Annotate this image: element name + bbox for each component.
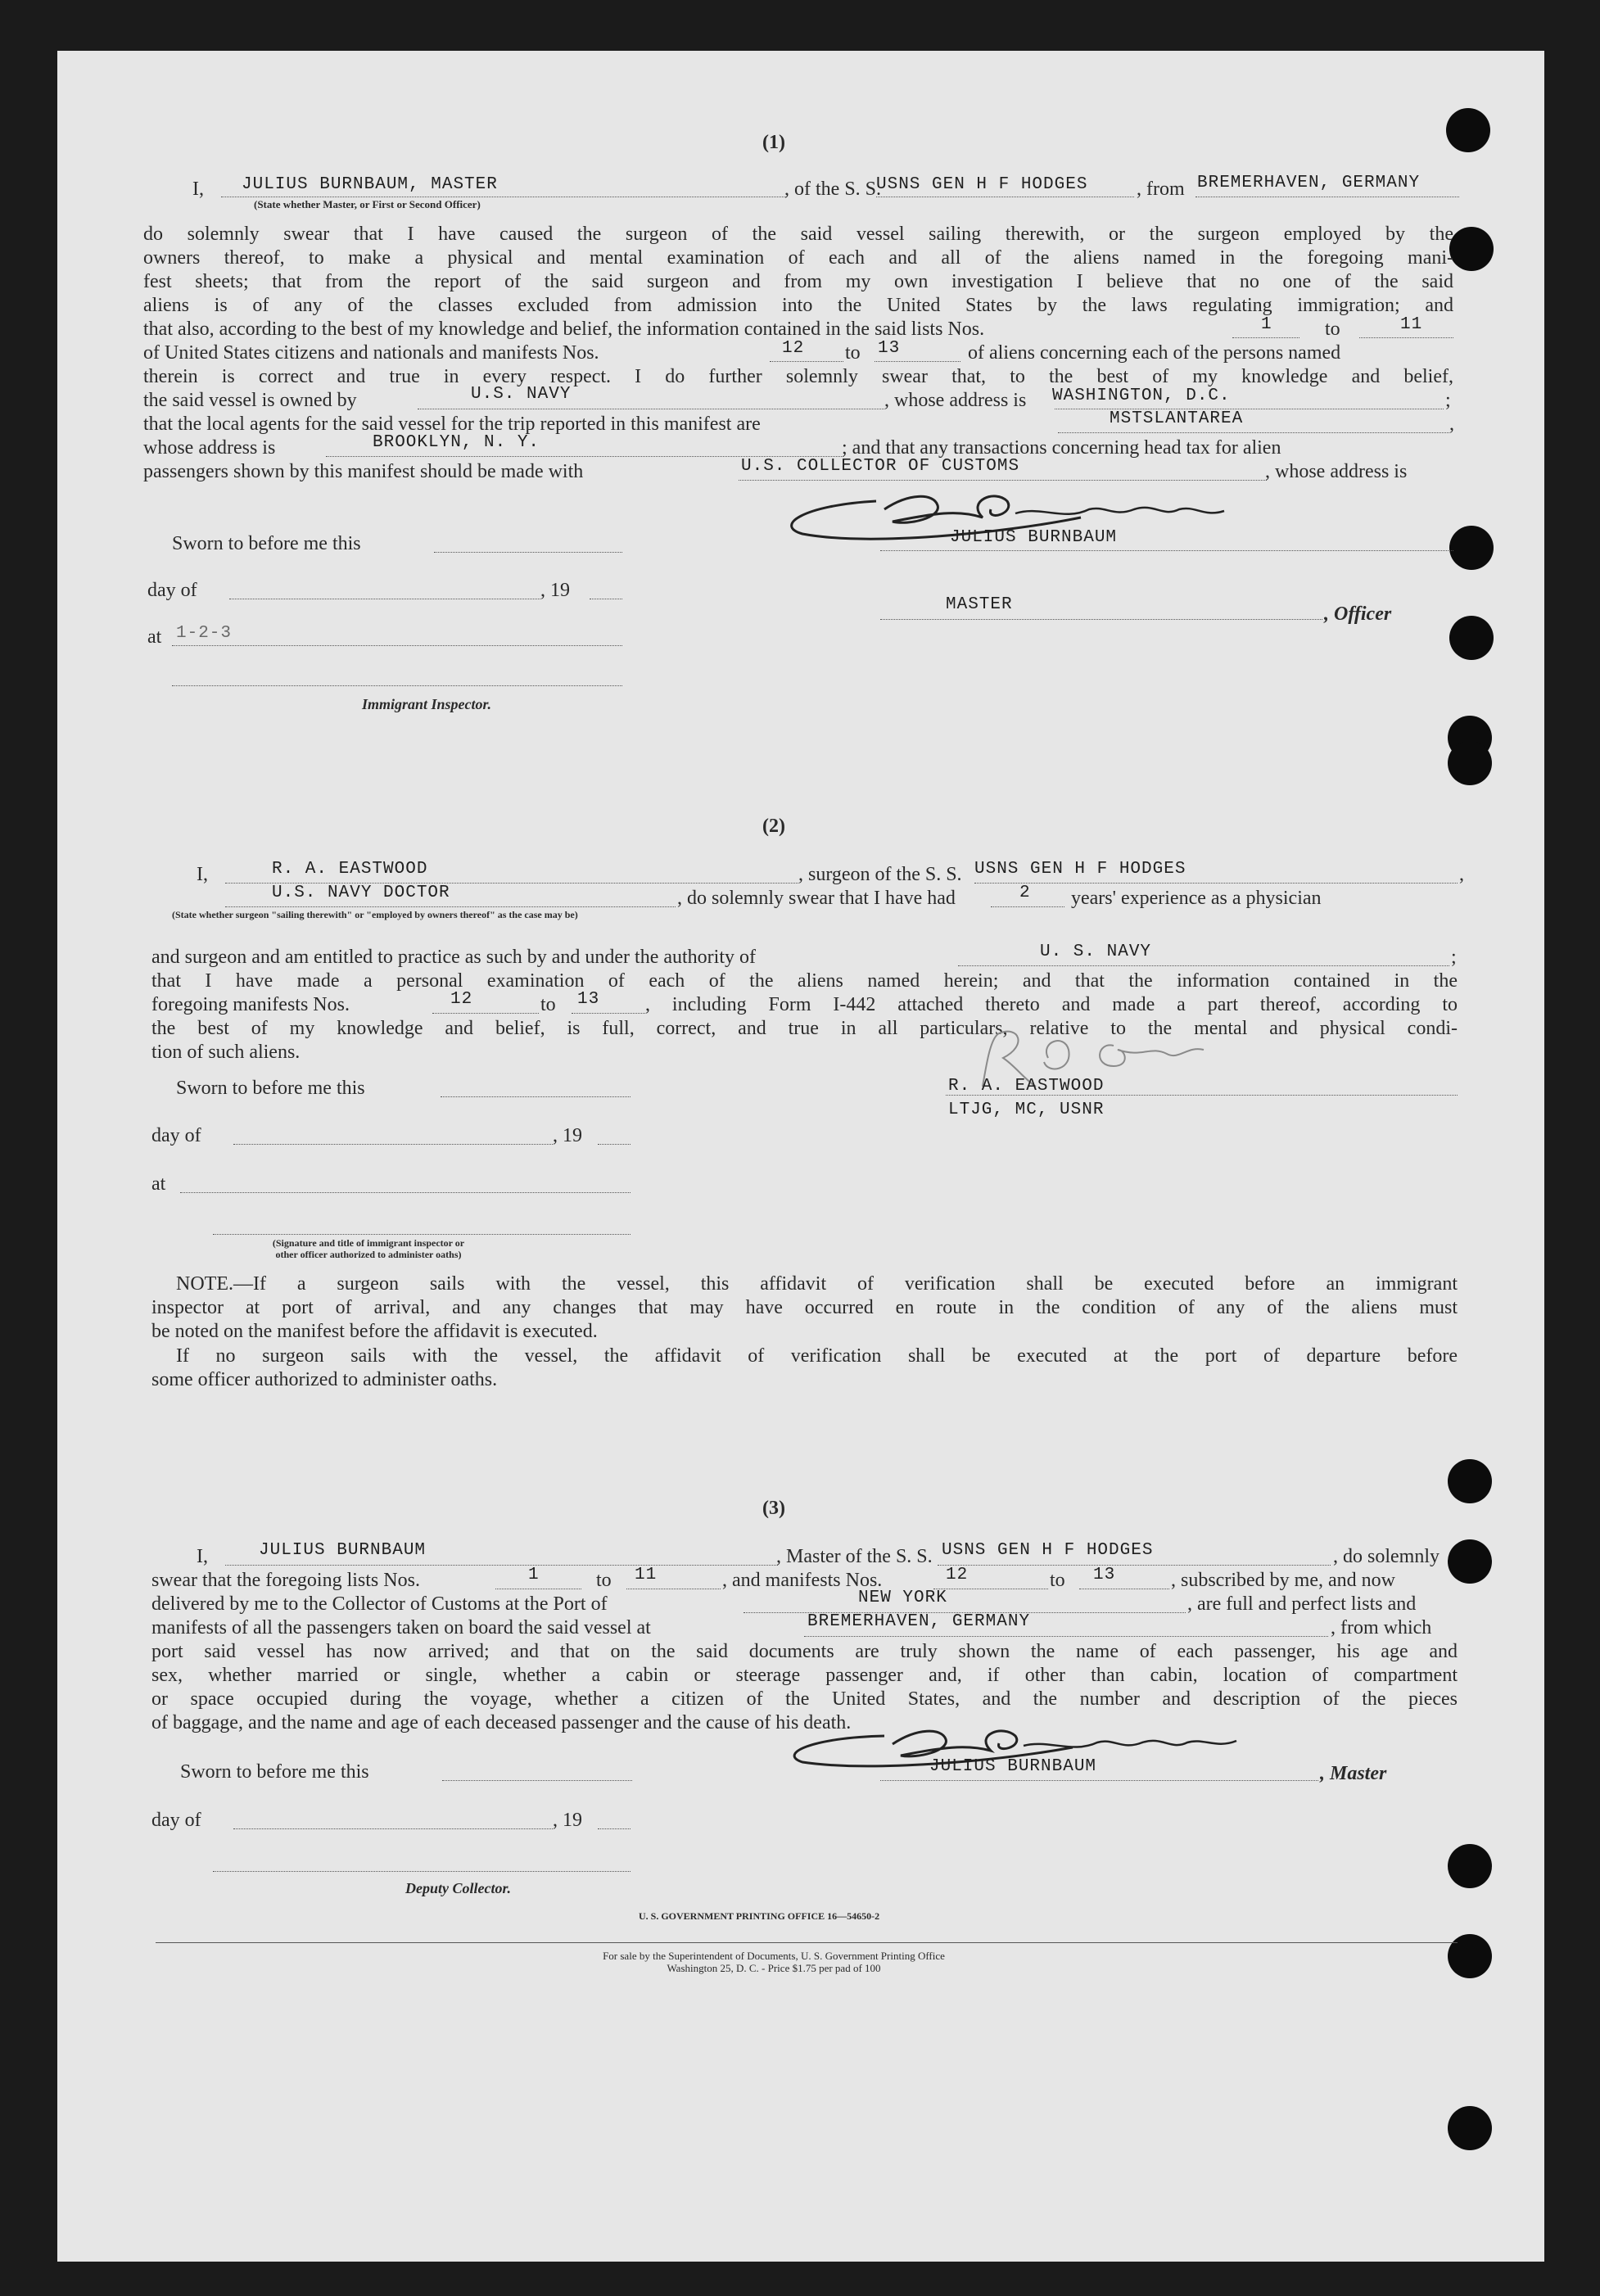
swear-label: , do solemnly swear that I have had — [677, 888, 956, 909]
oath-line: that also, according to the best of my knowledge and belief, the information contained in the said lists Nos. — [143, 319, 985, 340]
lists-from-field: 1 — [1261, 315, 1272, 334]
punctuation: ; — [1445, 390, 1451, 411]
oath-line: delivered by me to the Collector of Customs at the Port of — [151, 1593, 608, 1615]
note-line: some officer authorized to administer oaths. — [151, 1369, 498, 1390]
oath-line: of United States citizens and nationals and manifests Nos. — [143, 342, 599, 364]
years-field: 2 — [1019, 884, 1031, 902]
signature-note-line: other officer authorized to administer oaths) — [275, 1249, 462, 1260]
binder-hole — [1449, 526, 1494, 570]
binder-hole — [1448, 741, 1492, 785]
oath-line: fest sheets; that from the report of the said surgeon and from my own investigation I believe that no one of the said — [143, 271, 1453, 292]
year-label: , 19 — [553, 1125, 582, 1146]
port-from-field: BREMERHAVEN, GERMANY — [807, 1612, 1031, 1631]
label-to: to — [1325, 319, 1340, 340]
binder-hole — [1448, 1844, 1492, 1888]
surgeon-type-field: U.S. NAVY DOCTOR — [272, 884, 450, 902]
oath-line: sex, whether married or single, whether a cabin or steerage passenger and, if other than cabin, location of compartment — [151, 1665, 1458, 1686]
label-to: to — [596, 1570, 612, 1591]
collector-field: U.S. COLLECTOR OF CUSTOMS — [741, 457, 1020, 476]
port-from-field: BREMERHAVEN, GERMANY — [1197, 174, 1421, 192]
solemnly-label: , do solemnly — [1333, 1546, 1440, 1567]
oath-line: or space occupied during the voyage, whether a citizen of the United States, and the number and description of the pieces — [151, 1688, 1458, 1710]
sworn-label: Sworn to before me this — [180, 1761, 369, 1783]
label-to: to — [845, 342, 861, 364]
punctuation: , — [1449, 414, 1454, 435]
lists-from-field: 1 — [528, 1566, 540, 1584]
year-label: , 19 — [553, 1810, 582, 1831]
oath-line: therein is correct and true in every respect. I do further solemnly swear that, to the best of my knowledge and belief, — [143, 366, 1453, 387]
oath-line: , from which — [1331, 1617, 1432, 1638]
label-from: , from — [1137, 179, 1185, 200]
section-1-heading: (1) — [762, 132, 785, 153]
at-label: at — [151, 1173, 166, 1195]
manifests-from-field: 12 — [946, 1566, 969, 1584]
note-line: be noted on the manifest before the affidavit is executed. — [151, 1321, 598, 1342]
label-i: I, — [197, 864, 208, 885]
oath-line: ; and that any transactions concerning head tax for alien — [842, 437, 1281, 459]
vessel-field: USNS GEN H F HODGES — [942, 1541, 1154, 1560]
day-of-label: day of — [151, 1810, 201, 1831]
owner-address-field: WASHINGTON, D.C. — [1052, 386, 1231, 405]
surgeon-note: (State whether surgeon "sailing therewith" or "employed by owners thereof" as the case may be) — [172, 909, 578, 920]
note-line: inspector at port of arrival, and any changes that may have occurred en route in the condition of any of the aliens must — [151, 1297, 1458, 1318]
at-field: 1-2-3 — [176, 624, 233, 643]
oath-line: , and manifests Nos. — [722, 1570, 883, 1591]
oath-line: that I have made a personal examination of each of the aliens named herein; and that the information contained in the — [151, 970, 1458, 992]
note-line: If no surgeon sails with the vessel, the affidavit of verification shall be executed at the port of departure before — [176, 1345, 1458, 1367]
master-name-field: JULIUS BURNBAUM, MASTER — [242, 175, 498, 194]
sale-notice: For sale by the Superintendent of Documents, U. S. Government Printing Office — [603, 1950, 945, 1962]
years-label: years' experience as a physician — [1071, 888, 1322, 909]
punctuation: , — [1459, 864, 1464, 885]
manifests-to-field: 13 — [1093, 1566, 1116, 1584]
manifests-from-field: 12 — [450, 990, 473, 1009]
master-note: (State whether Master, or First or Second Officer) — [254, 198, 481, 210]
note-line: NOTE.—If a surgeon sails with the vessel, this affidavit of verification shall be executed before an immigrant — [176, 1273, 1458, 1295]
lists-to-field: 11 — [1400, 315, 1423, 334]
oath-line: port said vessel has now arrived; and that on the said documents are truly shown the name of each passenger, his age and — [151, 1641, 1458, 1662]
oath-line: that the local agents for the said vessel for the trip reported in this manifest are — [143, 414, 761, 435]
gpo-imprint: U. S. GOVERNMENT PRINTING OFFICE 16—54650-2 — [639, 1910, 880, 1922]
sale-notice: Washington 25, D. C. - Price $1.75 per pad of 100 — [667, 1962, 881, 1974]
collector-label: Deputy Collector. — [405, 1880, 511, 1896]
owner-field: U.S. NAVY — [471, 385, 572, 404]
master-label: , Master — [1320, 1763, 1387, 1784]
manifests-from-field: 12 — [782, 339, 805, 358]
vessel-field: USNS GEN H F HODGES — [974, 860, 1186, 879]
at-label: at — [147, 626, 162, 648]
surgeon-field: R. A. EASTWOOD — [272, 860, 428, 879]
master-name-typed: JULIUS BURNBAUM — [929, 1757, 1097, 1776]
day-of-label: day of — [147, 580, 197, 601]
manifests-to-field: 13 — [878, 339, 901, 358]
label-to: to — [1050, 1570, 1065, 1591]
year-label: , 19 — [540, 580, 570, 601]
binder-hole — [1449, 616, 1494, 660]
oath-line: passengers shown by this manifest should be made with — [143, 461, 584, 482]
punctuation: ; — [1451, 947, 1457, 968]
day-of-label: day of — [151, 1125, 201, 1146]
label-i: I, — [197, 1546, 208, 1567]
rank-field: MASTER — [946, 595, 1013, 614]
vessel-field: USNS GEN H F HODGES — [876, 175, 1088, 194]
form-page — [57, 51, 1544, 2262]
surgeon-of-label: , surgeon of the S. S. — [798, 864, 962, 885]
surgeon-typed-rank: LTJG, MC, USNR — [948, 1101, 1105, 1119]
oath-line: , whose address is — [884, 390, 1027, 411]
master-signature — [745, 1721, 1335, 1787]
binder-hole — [1448, 1539, 1492, 1584]
binder-hole — [1448, 2106, 1492, 2150]
label-i: I, — [192, 179, 204, 200]
oath-line: of baggage, and the name and age of each deceased passenger and the cause of his death. — [151, 1712, 852, 1733]
master-signature — [770, 485, 1327, 558]
oath-line: swear that the foregoing lists Nos. — [151, 1570, 420, 1591]
oath-line: , whose address is — [1265, 461, 1408, 482]
label-of-ss: , of the S. S. — [784, 179, 882, 200]
oath-line: do solemnly swear that I have caused the surgeon of the said vessel sailing therewith, or the surgeon employed by the — [143, 224, 1453, 245]
officer-label: , Officer — [1324, 603, 1392, 625]
agents-address-field: BROOKLYN, N. Y. — [373, 433, 540, 452]
oath-line: tion of such aliens. — [151, 1042, 301, 1063]
authority-field: U. S. NAVY — [1040, 942, 1152, 961]
binder-hole — [1449, 227, 1494, 271]
oath-line: and surgeon and am entitled to practice as such by and under the authority of — [151, 947, 756, 968]
oath-line: manifests of all the passengers taken on board the said vessel at — [151, 1617, 651, 1638]
signature-note-line: (Signature and title of immigrant inspector or — [272, 1237, 465, 1249]
sworn-label: Sworn to before me this — [172, 533, 361, 554]
oath-line: foregoing manifests Nos. — [151, 994, 350, 1015]
master-name-typed: JULIUS BURNBAUM — [950, 528, 1118, 547]
section-2-heading: (2) — [762, 816, 785, 837]
surgeon-typed-name: R. A. EASTWOOD — [948, 1077, 1105, 1096]
port-field: NEW YORK — [858, 1589, 947, 1607]
oath-line: of aliens concerning each of the persons named — [968, 342, 1341, 364]
oath-line: the said vessel is owned by — [143, 390, 357, 411]
oath-line: , including Form I-442 attached thereto and made a part thereof, according to — [645, 994, 1458, 1015]
section-3-heading: (3) — [762, 1498, 785, 1519]
oath-line: the best of my knowledge and belief, is full, correct, and true in all particulars, relative to the mental and physical condi- — [151, 1018, 1458, 1039]
oath-line: whose address is — [143, 437, 276, 459]
agents-field: MSTSLANTAREA — [1110, 409, 1244, 428]
lists-to-field: 11 — [635, 1566, 658, 1584]
master-of-label: , Master of the S. S. — [776, 1546, 933, 1567]
oath-line: , subscribed by me, and now — [1171, 1570, 1395, 1591]
sworn-label: Sworn to before me this — [176, 1078, 365, 1099]
manifests-to-field: 13 — [577, 990, 600, 1009]
inspector-label: Immigrant Inspector. — [362, 696, 492, 712]
oath-line: aliens is of any of the classes excluded from admission into the United States by the laws regulating immigration; and — [143, 295, 1453, 316]
oath-line: , are full and perfect lists and — [1187, 1593, 1417, 1615]
label-to: to — [540, 994, 556, 1015]
master-field: JULIUS BURNBAUM — [259, 1541, 427, 1560]
oath-line: owners thereof, to make a physical and mental examination of each and all of the aliens named in the foregoing mani- — [143, 247, 1453, 269]
